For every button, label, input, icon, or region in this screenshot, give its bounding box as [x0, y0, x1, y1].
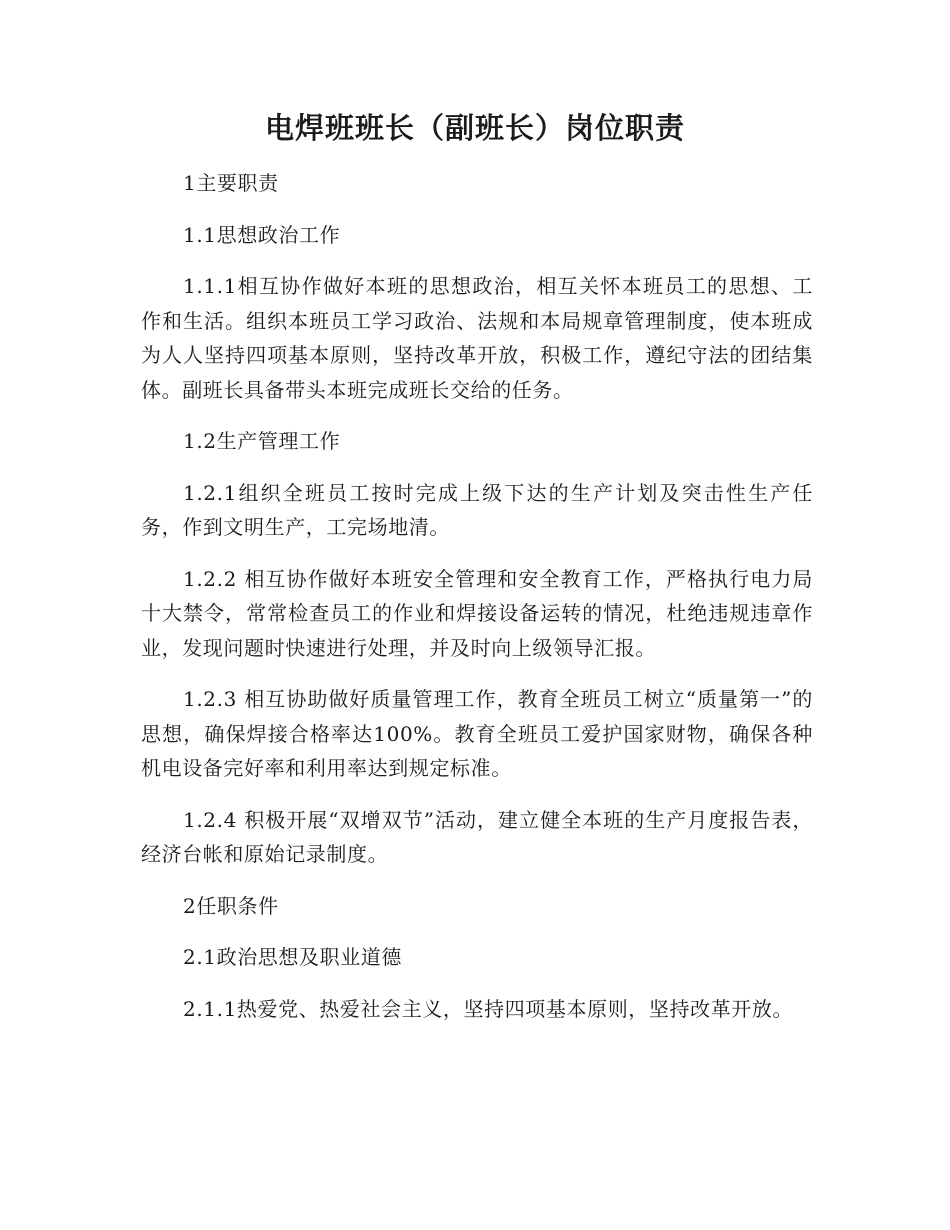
section-heading-2-1: 2.1政治思想及职业道德	[183, 945, 403, 969]
section-heading-1-2: 1.2生产管理工作	[183, 429, 341, 453]
section-heading-1: 1主要职责	[183, 171, 279, 195]
paragraph-1-2-4: 1.2.4 积极开展“双增双节”活动，建立健全本班的生产月度报告表，经济台帐和原始记录制度。	[141, 807, 813, 866]
paragraph-1-2-2: 1.2.2 相互协作做好本班安全管理和安全教育工作，严格执行电力局十大禁令，常常检查员工的作业和焊接设备运转的情况，杜绝违规违章作业，发现问题时快速进行处理，并及时向上级领导汇报。	[141, 566, 813, 660]
section-heading-1-1: 1.1思想政治工作	[183, 222, 341, 247]
document-body	[141, 166, 813, 1043]
section-heading-2: 2任职条件	[183, 893, 279, 918]
paragraph-1-2-3: 1.2.3 相互协助做好质量管理工作，教育全班员工树立“质量第一”的思想，确保焊接合格率达100%。教育全班员工爱护国家财物，确保各种机电设备完好率和利用率达到规定标准。	[141, 687, 813, 780]
document-title: 电焊班班长（副班长）岗位职责	[264, 111, 685, 145]
paragraph-2-1-1: 2.1.1热爱党、热爱社会主义，坚持四项基本原则，坚持改革开放。	[183, 996, 794, 1021]
paragraph-1-1-1: 1.1.1相互协作做好本班的思想政治，相互关怀本班员工的思想、工作和生活。组织本班员工学习政治、法规和本局规章管理制度，使本班成为人人坚持四项基本原则，坚持改革开放，积极工作，遵纪守法的团结集体。副班长具备带头本班完成班长交给的任务。	[141, 274, 813, 402]
paragraph-1-2-1: 1.2.1组织全班员工按时完成上级下达的生产计划及突击性生产任务，作到文明生产，工完场地清。	[141, 480, 813, 539]
